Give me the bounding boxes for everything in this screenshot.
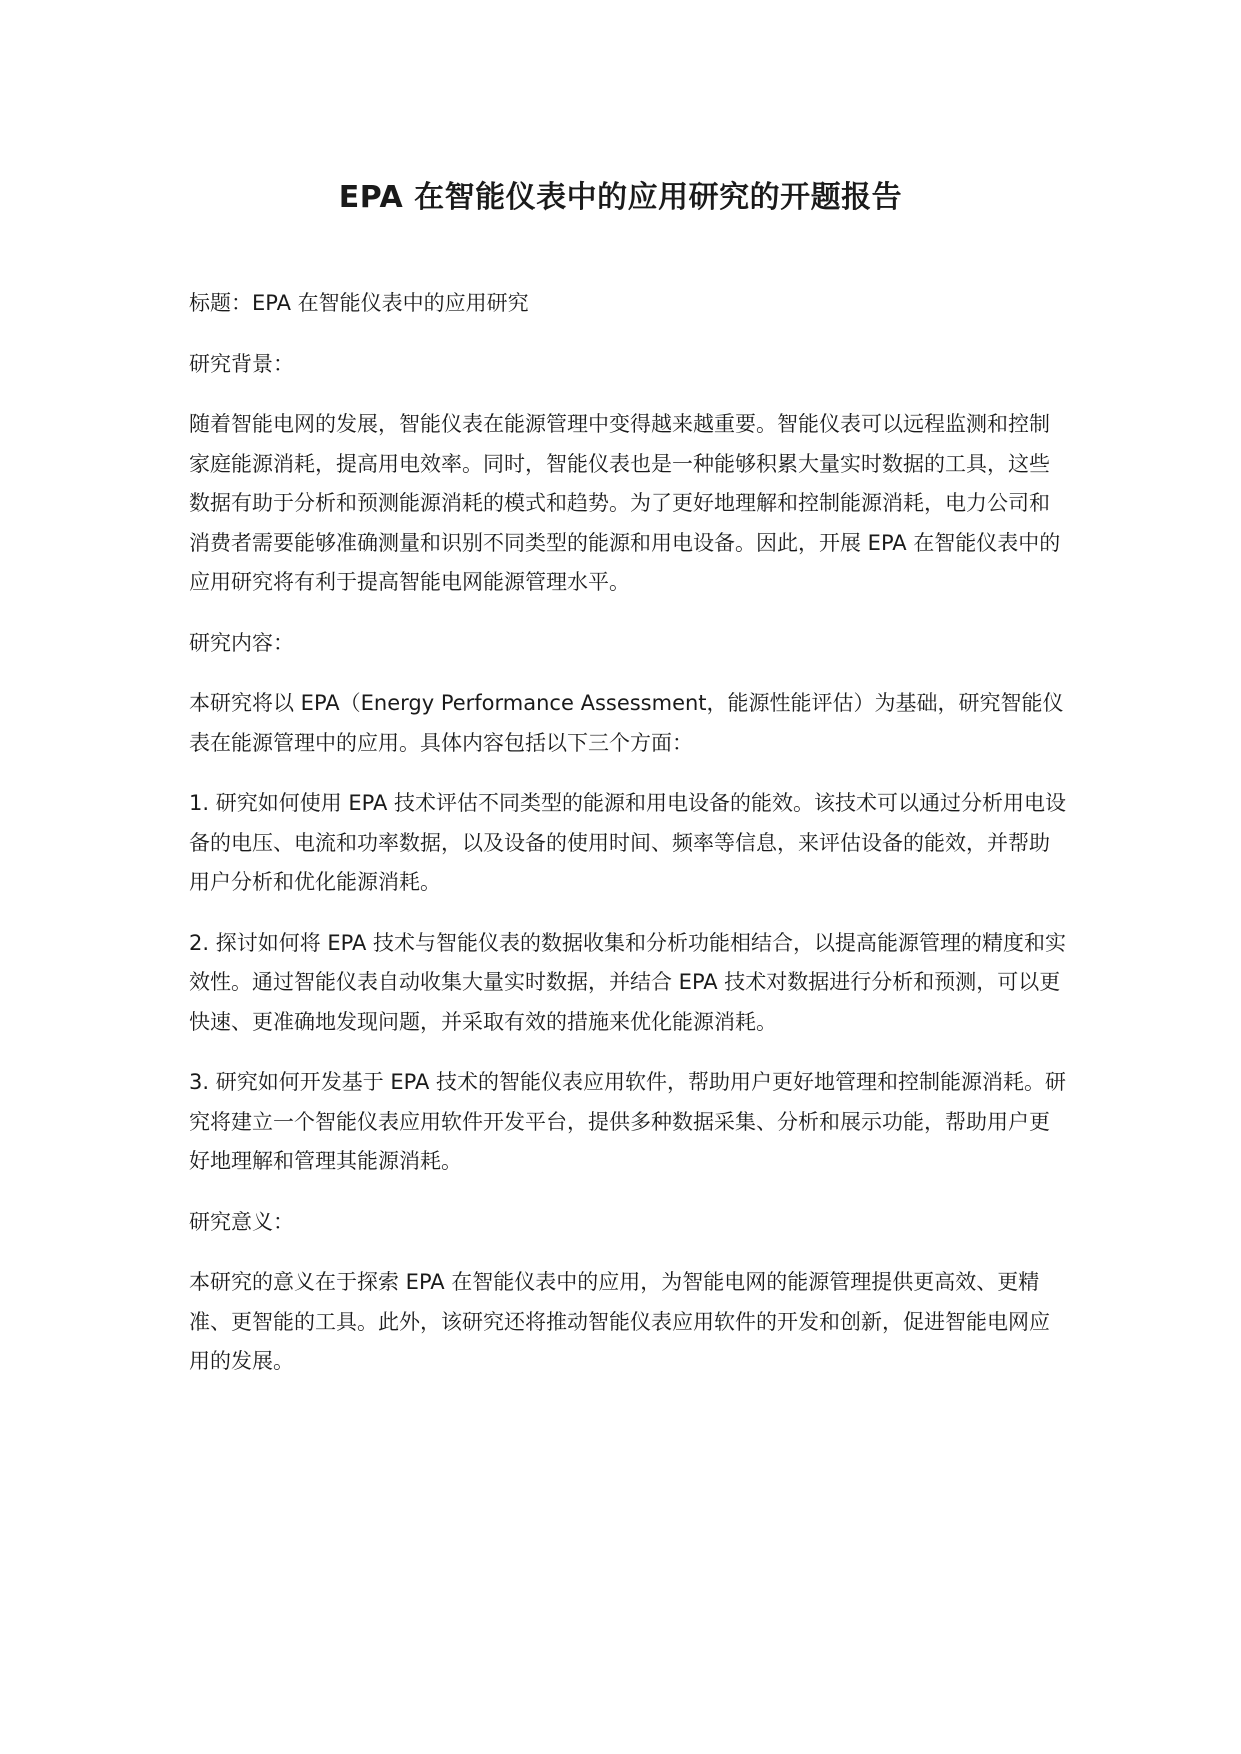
section-heading-content: 研究内容：: [189, 630, 294, 655]
significance-paragraph: 本研究的意义在于探索 EPA 在智能仪表中的应用，为智能电网的能源管理提供更高效、更精准、更智能的工具。此外，该研究还将推动智能仪表应用软件的开发和创新，促进智能电网应用的发展。: [189, 1270, 1050, 1373]
section-heading-background: 研究背景：: [189, 351, 294, 376]
document-title: EPA 在智能仪表中的应用研究的开题报告: [338, 180, 903, 215]
document-body: [189, 284, 1069, 1403]
content-intro-paragraph: 本研究将以 EPA（Energy Performance Assessment，能源性能评估）为基础，研究智能仪表在能源管理中的应用。具体内容包括以下三个方面：: [189, 691, 1064, 755]
subject-line: 标题：EPA 在智能仪表中的应用研究: [189, 291, 529, 315]
content-item-3: 3. 研究如何开发基于 EPA 技术的智能仪表应用软件，帮助用户更好地管理和控制能源消耗。研究将建立一个智能仪表应用软件开发平台，提供多种数据采集、分析和展示功能，帮助用户更好地理解和管理其能源消耗。: [189, 1070, 1067, 1173]
section-heading-significance: 研究意义：: [189, 1209, 294, 1234]
content-item-1: 1. 研究如何使用 EPA 技术评估不同类型的能源和用电设备的能效。该技术可以通过分析用电设备的电压、电流和功率数据，以及设备的使用时间、频率等信息，来评估设备的能效，并帮助用户分析和优化能源消耗。: [189, 791, 1067, 894]
background-paragraph: 随着智能电网的发展，智能仪表在能源管理中变得越来越重要。智能仪表可以远程监测和控制家庭能源消耗，提高用电效率。同时，智能仪表也是一种能够积累大量实时数据的工具，这些数据有助于分析和预测能源消耗的模式和趋势。为了更好地理解和控制能源消耗，电力公司和消费者需要能够准确测量和识别不同类型的能源和用电设备。因此，开展 EPA 在智能仪表中的应用研究将有利于提高智能电网能源管理水平。: [189, 412, 1061, 594]
content-item-2: 2. 探讨如何将 EPA 技术与智能仪表的数据收集和分析功能相结合，以提高能源管理的精度和实效性。通过智能仪表自动收集大量实时数据，并结合 EPA 技术对数据进行分析和预测，可以更快速、更准确地发现问题，并采取有效的措施来优化能源消耗。: [189, 930, 1067, 1034]
